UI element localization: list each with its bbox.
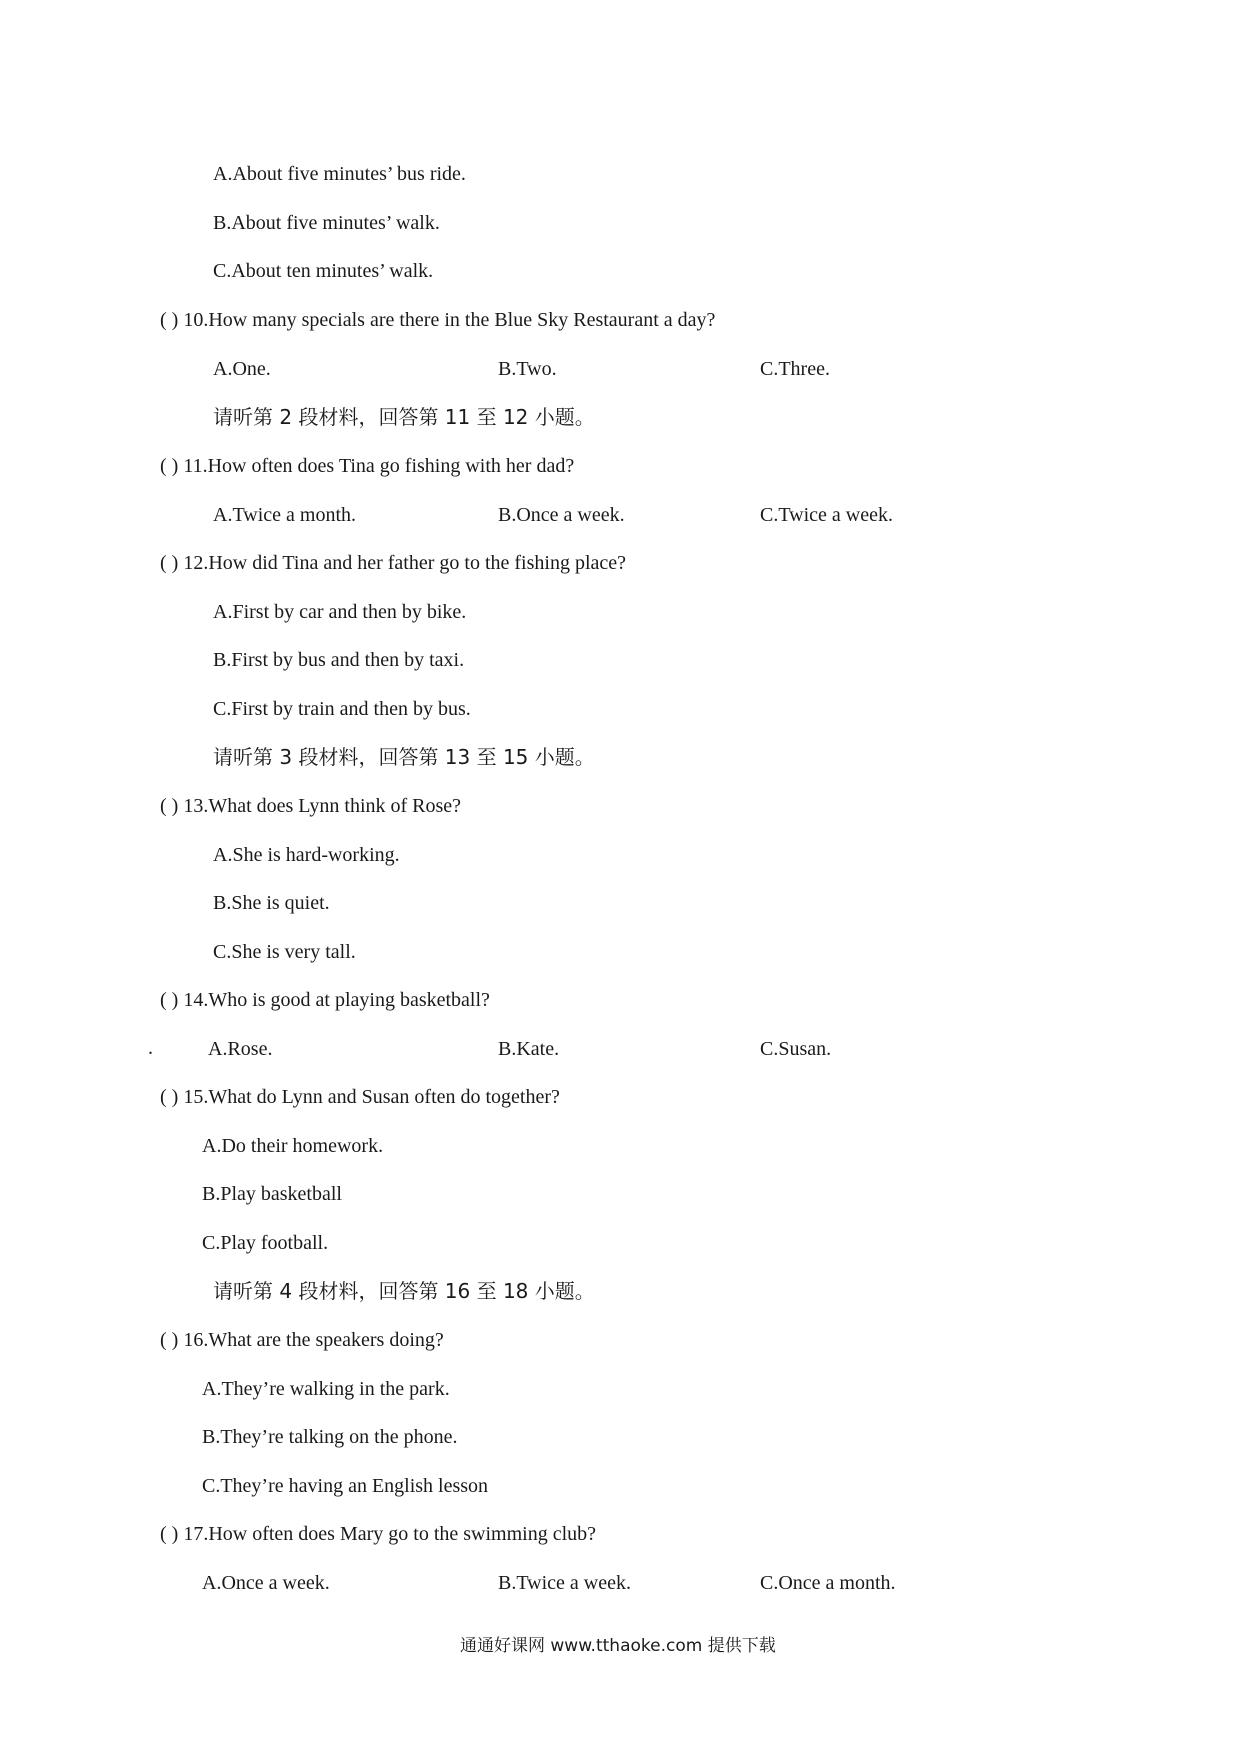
option-text: C.Three. <box>760 358 830 380</box>
question-text: ( ) 16.What are the speakers doing? <box>160 1329 444 1351</box>
section-instruction: 请听第 4 段材料，回答第 16 至 18 小题。 <box>213 1279 595 1303</box>
option-text: A.About five minutes’ bus ride. <box>213 163 466 185</box>
option-text: A.Once a week. <box>202 1572 330 1594</box>
option-text: B.She is quiet. <box>213 892 330 914</box>
stray-dot: . <box>148 1037 153 1059</box>
option-text: B.Twice a week. <box>498 1572 631 1594</box>
option-text: C.Twice a week. <box>760 504 893 526</box>
option-text: C.First by train and then by bus. <box>213 698 471 720</box>
section-instruction: 请听第 3 段材料，回答第 13 至 15 小题。 <box>213 745 595 769</box>
option-text: B.Two. <box>498 358 557 380</box>
option-text: A.First by car and then by bike. <box>213 601 467 623</box>
option-text: C.About ten minutes’ walk. <box>213 260 434 282</box>
option-text: C.They’re having an English lesson <box>202 1475 489 1497</box>
option-text: C.Play football. <box>202 1232 329 1254</box>
option-text: A.She is hard-working. <box>213 844 400 866</box>
question-text: ( ) 12.How did Tina and her father go to the fishing place? <box>160 552 627 574</box>
option-text: C.Susan. <box>760 1038 832 1060</box>
option-text: A.Twice a month. <box>213 504 357 526</box>
question-text: ( ) 10.How many specials are there in the Blue Sky Restaurant a day? <box>160 309 716 331</box>
option-text: A.They’re walking in the park. <box>202 1378 450 1400</box>
option-text: B.Play basketball <box>202 1183 342 1205</box>
option-text: B.Once a week. <box>498 504 625 526</box>
question-text: ( ) 13.What does Lynn think of Rose? <box>160 795 462 817</box>
option-text: A.Rose. <box>208 1038 273 1060</box>
option-text: B.About five minutes’ walk. <box>213 212 440 234</box>
option-text: B.Kate. <box>498 1038 560 1060</box>
option-text: C.She is very tall. <box>213 941 356 963</box>
option-text: C.Once a month. <box>760 1572 896 1594</box>
option-text: A.Do their homework. <box>202 1135 384 1157</box>
option-text: B.They’re talking on the phone. <box>202 1426 458 1448</box>
option-text: B.First by bus and then by taxi. <box>213 649 465 671</box>
section-instruction: 请听第 2 段材料，回答第 11 至 12 小题。 <box>213 405 595 429</box>
question-text: ( ) 15.What do Lynn and Susan often do together? <box>160 1086 560 1108</box>
question-text: ( ) 17.How often does Mary go to the swimming club? <box>160 1523 597 1545</box>
page-footer: 通通好课网 www.tthaoke.com 提供下载 <box>460 1636 776 1656</box>
question-text: ( ) 11.How often does Tina go fishing with her dad? <box>160 455 575 477</box>
option-text: A.One. <box>213 358 271 380</box>
question-text: ( ) 14.Who is good at playing basketball? <box>160 989 490 1011</box>
